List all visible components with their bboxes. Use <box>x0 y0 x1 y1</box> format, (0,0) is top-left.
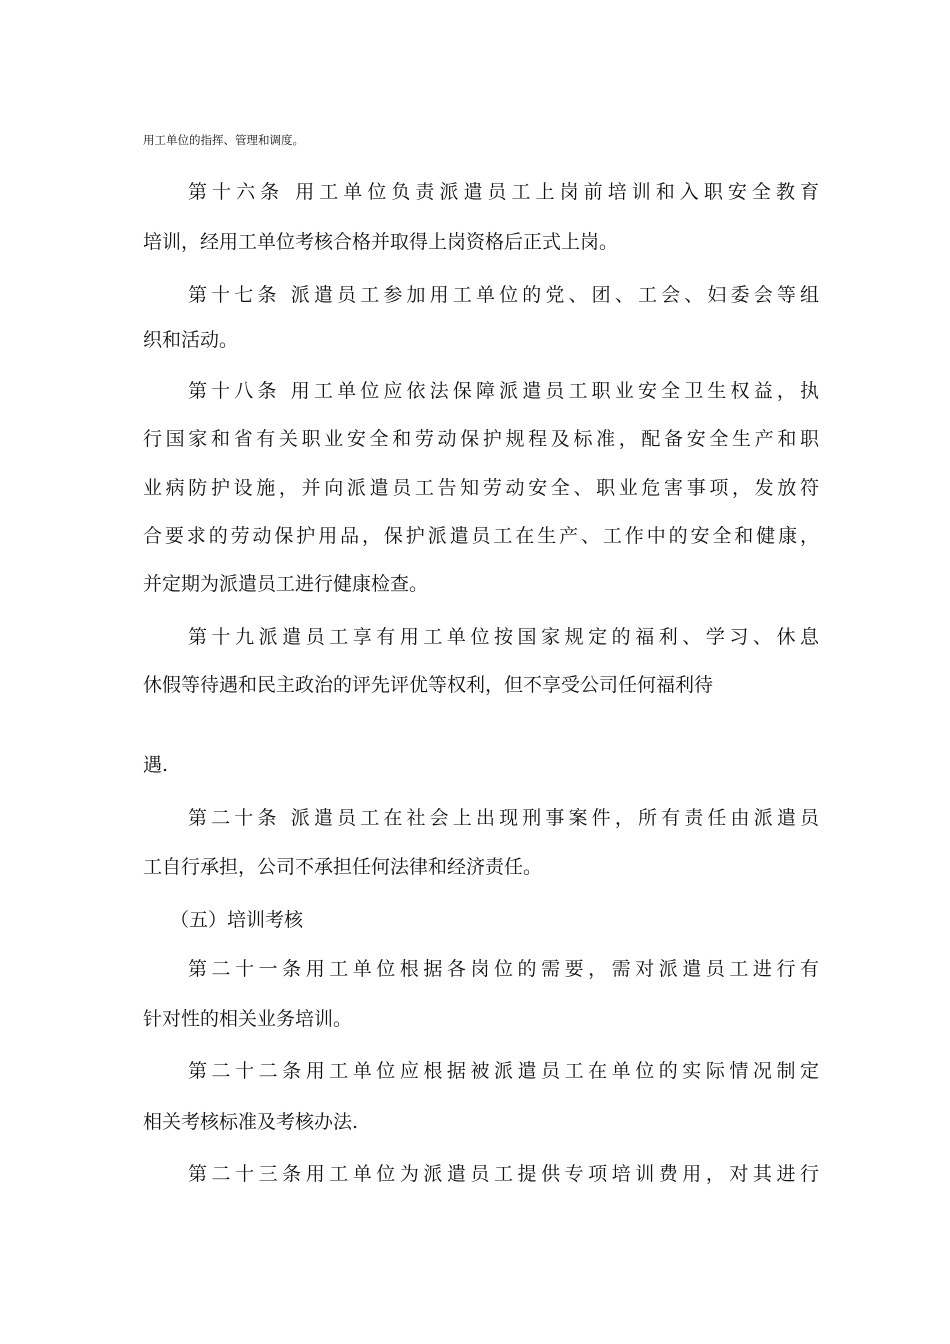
article-19-line-1: 第十九派遣员工享有用工单位按国家规定的福利、学习、休息 <box>188 626 819 648</box>
article-23-line-1: 第二十三条用工单位为派遣员工提供专项培训费用，对其进行 <box>188 1163 819 1185</box>
article-18-line-3: 业病防护设施，并向派遣员工告知劳动安全、职业危害事项，发放符 <box>143 477 819 499</box>
article-21-line-2: 针对性的相关业务培训。 <box>143 1008 353 1030</box>
article-19-line-3: 遇. <box>143 754 169 776</box>
article-22-line-2: 相关考核标准及考核办法. <box>143 1111 359 1133</box>
article-21-line-1: 第二十一条用工单位根据各岗位的需要，需对派遣员工进行有 <box>188 958 819 980</box>
article-18-line-1: 第十八条 用工单位应依法保障派遣员工职业安全卫生权益，执 <box>188 380 819 402</box>
article-19-line-2: 休假等待遇和民主政治的评先评优等权利，但不享受公司任何福利待 <box>143 674 714 696</box>
article-18-line-5: 并定期为派遣员工进行健康检查。 <box>143 573 429 595</box>
article-20-line-1: 第二十条 派遣员工在社会上出现刑事案件，所有责任由派遣员 <box>188 807 819 829</box>
article-22-line-1: 第二十二条用工单位应根据被派遣员工在单位的实际情况制定 <box>188 1060 819 1082</box>
article-18-line-2: 行国家和省有关职业安全和劳动保护规程及标准，配备安全生产和职 <box>143 428 819 450</box>
article-16-line-2: 培训，经用工单位考核合格并取得上岗资格后正式上岗。 <box>143 231 619 253</box>
section-heading: （五）培训考核 <box>170 909 304 931</box>
article-17-line-2: 织和活动。 <box>143 329 239 351</box>
article-16-line-1: 第十六条 用工单位负责派遣员工上岗前培训和入职安全教育 <box>188 181 819 203</box>
article-18-line-4: 合要求的劳动保护用品，保护派遣员工在生产、工作中的安全和健康， <box>143 525 819 547</box>
article-17-line-1: 第十七条 派遣员工参加用工单位的党、团、工会、妇委会等组 <box>188 284 819 306</box>
text-line: 用工单位的指挥、管理和调度。 <box>143 133 304 147</box>
article-20-line-2: 工自行承担，公司不承担任何法律和经济责任。 <box>143 856 543 878</box>
